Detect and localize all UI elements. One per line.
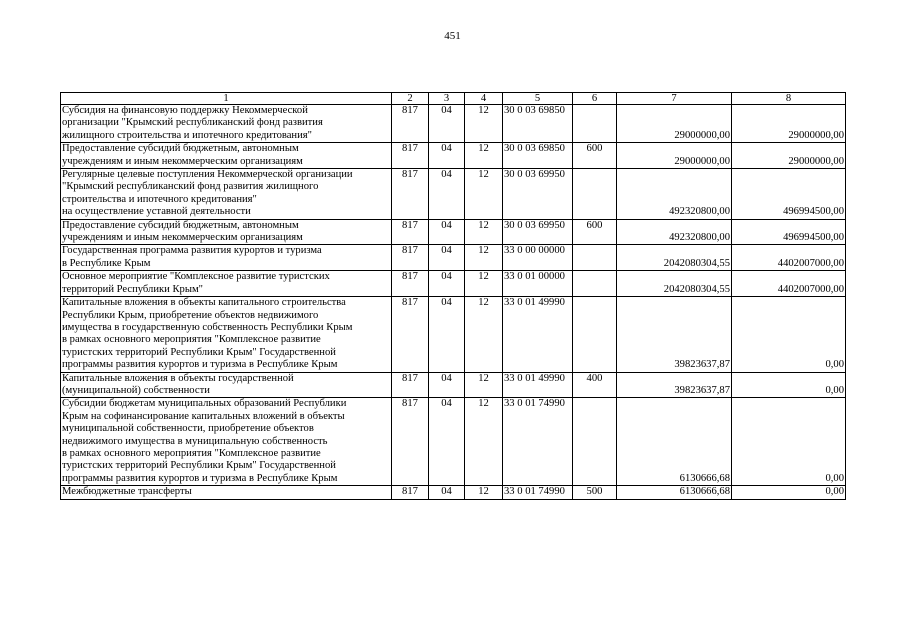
item-name: Предоставление субсидий бюджетным, автономным учреждениям и иным некоммерческим организациям [61, 219, 392, 245]
table-row [61, 169, 846, 220]
subsection-code: 12 [465, 486, 503, 499]
expense-type-code: 600 [573, 219, 617, 245]
target-article-code: 30 0 03 69950 [503, 219, 573, 245]
amount-year2: 496994500,00 [732, 169, 846, 220]
section-code: 04 [429, 372, 465, 398]
target-article-code: 30 0 03 69850 [503, 105, 573, 143]
expense-type-code [573, 245, 617, 271]
item-name: Предоставление субсидий бюджетным, автономным учреждениям и иным некоммерческим организациям [61, 143, 392, 169]
expense-type-code: 600 [573, 143, 617, 169]
header-row [61, 93, 846, 105]
amount-year2: 4402007000,00 [732, 245, 846, 271]
budget-table [60, 92, 846, 500]
section-code: 04 [429, 245, 465, 271]
target-article-code: 30 0 03 69850 [503, 143, 573, 169]
amount-year2: 29000000,00 [732, 143, 846, 169]
item-name: Субсидии бюджетам муниципальных образований Республики Крым на софинансирование капитальных вложений в объекты муниципальной собственности, приобретение объектов недвижимого имущества в муниципальную собственность в рамках основного мероприятия "Комплексное развитие туристских территорий Республики Крым" Государственной программы развития курортов и туризма в Республике Крым [61, 398, 392, 486]
target-article-code: 33 0 01 74990 [503, 486, 573, 499]
section-code: 04 [429, 169, 465, 220]
table-row [61, 372, 846, 398]
subsection-code: 12 [465, 105, 503, 143]
amount-year1: 492320800,00 [617, 219, 732, 245]
item-name: Капитальные вложения в объекты государственной (муниципальной) собственности [61, 372, 392, 398]
header-cell: 5 [503, 93, 573, 105]
target-article-code: 33 0 01 49990 [503, 297, 573, 372]
header-cell: 1 [61, 93, 392, 105]
grbs-code: 817 [392, 271, 429, 297]
expense-type-code [573, 105, 617, 143]
amount-year2: 0,00 [732, 398, 846, 486]
subsection-code: 12 [465, 271, 503, 297]
subsection-code: 12 [465, 219, 503, 245]
amount-year2: 0,00 [732, 372, 846, 398]
table-row [61, 245, 846, 271]
subsection-code: 12 [465, 143, 503, 169]
amount-year2: 496994500,00 [732, 219, 846, 245]
grbs-code: 817 [392, 398, 429, 486]
target-article-code: 33 0 01 49990 [503, 372, 573, 398]
table-row [61, 486, 846, 499]
table-row [61, 143, 846, 169]
page-number: 451 [444, 30, 461, 42]
item-name: Основное мероприятие "Комплексное развитие туристских территорий Республики Крым" [61, 271, 392, 297]
amount-year1: 29000000,00 [617, 143, 732, 169]
header-cell: 6 [573, 93, 617, 105]
amount-year1: 2042080304,55 [617, 271, 732, 297]
amount-year1: 492320800,00 [617, 169, 732, 220]
expense-type-code: 500 [573, 486, 617, 499]
table-row [61, 398, 846, 486]
grbs-code: 817 [392, 372, 429, 398]
amount-year2: 0,00 [732, 486, 846, 499]
amount-year1: 6130666,68 [617, 398, 732, 486]
expense-type-code: 400 [573, 372, 617, 398]
grbs-code: 817 [392, 143, 429, 169]
amount-year1: 2042080304,55 [617, 245, 732, 271]
section-code: 04 [429, 271, 465, 297]
table-row [61, 219, 846, 245]
header-cell: 4 [465, 93, 503, 105]
target-article-code: 33 0 00 00000 [503, 245, 573, 271]
amount-year2: 0,00 [732, 297, 846, 372]
grbs-code: 817 [392, 105, 429, 143]
expense-type-code [573, 271, 617, 297]
table-row [61, 271, 846, 297]
item-name: Регулярные целевые поступления Некоммерческой организации "Крымский республиканский фонд развития жилищного строительства и ипотечного кредитования" на осуществление уставной деятельности [61, 169, 392, 220]
expense-type-code [573, 398, 617, 486]
target-article-code: 30 0 03 69950 [503, 169, 573, 220]
header-cell: 8 [732, 93, 846, 105]
expense-type-code [573, 297, 617, 372]
subsection-code: 12 [465, 245, 503, 271]
grbs-code: 817 [392, 169, 429, 220]
target-article-code: 33 0 01 74990 [503, 398, 573, 486]
section-code: 04 [429, 297, 465, 372]
expense-type-code [573, 169, 617, 220]
subsection-code: 12 [465, 169, 503, 220]
item-name: Капитальные вложения в объекты капитального строительства Республики Крым, приобретение объектов недвижимого имущества в государственную собственность Республики Крым в рамках основного мероприятия "Комплексное развитие туристских территорий Республики Крым" Государственной программы развития курортов и туризма в Республике Крым [61, 297, 392, 372]
grbs-code: 817 [392, 297, 429, 372]
item-name: Субсидия на финансовую поддержку Некоммерческой организации "Крымский республиканский фонд развития жилищного строительства и ипотечного кредитования" [61, 105, 392, 143]
subsection-code: 12 [465, 398, 503, 486]
item-name: Государственная программа развития курортов и туризма в Республике Крым [61, 245, 392, 271]
section-code: 04 [429, 398, 465, 486]
amount-year1: 6130666,68 [617, 486, 732, 499]
grbs-code: 817 [392, 219, 429, 245]
amount-year2: 29000000,00 [732, 105, 846, 143]
header-cell: 2 [392, 93, 429, 105]
header-cell: 7 [617, 93, 732, 105]
target-article-code: 33 0 01 00000 [503, 271, 573, 297]
item-name: Межбюджетные трансферты [61, 486, 392, 499]
amount-year1: 39823637,87 [617, 372, 732, 398]
amount-year2: 4402007000,00 [732, 271, 846, 297]
amount-year1: 29000000,00 [617, 105, 732, 143]
subsection-code: 12 [465, 297, 503, 372]
section-code: 04 [429, 486, 465, 499]
header-cell: 3 [429, 93, 465, 105]
grbs-code: 817 [392, 486, 429, 499]
section-code: 04 [429, 143, 465, 169]
grbs-code: 817 [392, 245, 429, 271]
subsection-code: 12 [465, 372, 503, 398]
amount-year1: 39823637,87 [617, 297, 732, 372]
table-row [61, 105, 846, 143]
section-code: 04 [429, 219, 465, 245]
table-row [61, 297, 846, 372]
section-code: 04 [429, 105, 465, 143]
